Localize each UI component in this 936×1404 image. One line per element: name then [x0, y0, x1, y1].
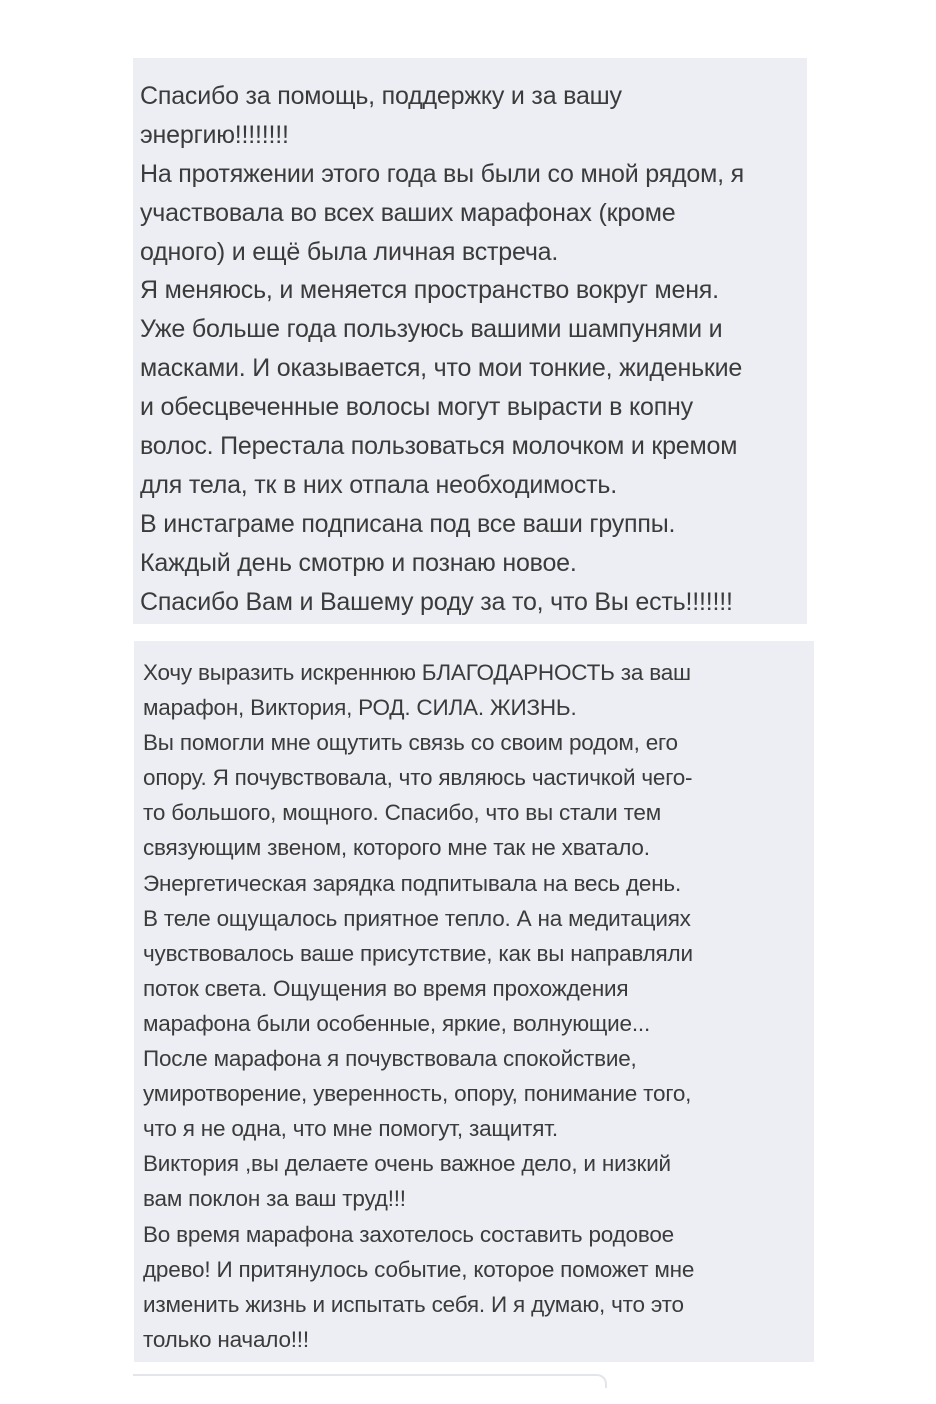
message-line: Виктория ,вы делаете очень важное дело, и низкий [143, 1151, 671, 1177]
message-line: древо! И притянулось событие, которое поможет мне [143, 1256, 695, 1282]
message-line: Во время марафона захотелось составить родовое [143, 1221, 674, 1247]
message-line: умиротворение, уверенность, опору, понимание того, [143, 1081, 692, 1107]
message-line: для тела, тк в них отпала необходимость. [140, 470, 617, 499]
message-line: связующим звеном, которого мне так не хватало. [143, 835, 650, 861]
message-line: поток света. Ощущения во время прохождения [143, 975, 629, 1001]
message-line: Спасибо за помощь, поддержку и за вашу [140, 82, 622, 110]
message-line: участвовала во всех ваших марафонах (кроме [140, 198, 676, 227]
message-bubble-1 [133, 58, 807, 624]
message-line: Энергетическая зарядка подпитывала на весь день. [143, 870, 681, 896]
message-line: опору. Я почувствовала, что являюсь частичкой чего- [143, 765, 693, 791]
message-line: В теле ощущалось приятное тепло. А на медитациях [143, 905, 691, 931]
message-line: одного) и ещё была личная встреча. [140, 237, 559, 266]
message-line: Хочу выразить искреннюю БЛАГОДАРНОСТЬ за ваш [143, 660, 691, 685]
message-line: вам поклон за ваш труд!!! [143, 1186, 406, 1212]
message-line: марафона были особенные, яркие, волнующие... [143, 1010, 651, 1036]
message-line: Я меняюсь, и меняется пространство вокруг меня. [140, 276, 719, 305]
next-message-edge [133, 1374, 607, 1388]
message-line: что я не одна, что мне помогут, защитят. [143, 1116, 558, 1142]
message-line: чувствовалось ваше присутствие, как вы направляли [143, 940, 693, 966]
message-line: марафон, Виктория, РОД. СИЛА. ЖИЗНЬ. [143, 695, 577, 721]
message-bubble-2 [134, 641, 814, 1362]
message-line: Вы помогли мне ощутить связь со своим родом, его [143, 730, 678, 756]
message-line: После марафона я почувствовала спокойствие, [143, 1046, 637, 1072]
message-line: то большого, мощного. Спасибо, что вы стали тем [143, 800, 662, 826]
message-line: и обесцвеченные волосы могут вырасти в копну [140, 393, 693, 422]
message-line: масками. И оказывается, что мои тонкие, жиденькие [140, 354, 743, 383]
message-line: волос. Перестала пользоваться молочком и кремом [140, 432, 738, 461]
message-line: В инстаграме подписана под все ваши группы. [140, 509, 676, 538]
message-line: только начало!!! [143, 1326, 309, 1352]
message-line: На протяжении этого года вы были со мной рядом, я [140, 159, 744, 188]
message-line: Спасибо Вам и Вашему роду за то, что Вы есть!!!!!!! [140, 587, 733, 616]
message-line: изменить жизнь и испытать себя. И я думаю, что это [143, 1291, 684, 1317]
message-line: Уже больше года пользуюсь вашими шампунями и [140, 315, 723, 344]
message-line: Каждый день смотрю и познаю новое. [140, 548, 577, 577]
message-line: энергию!!!!!!!! [140, 120, 289, 149]
